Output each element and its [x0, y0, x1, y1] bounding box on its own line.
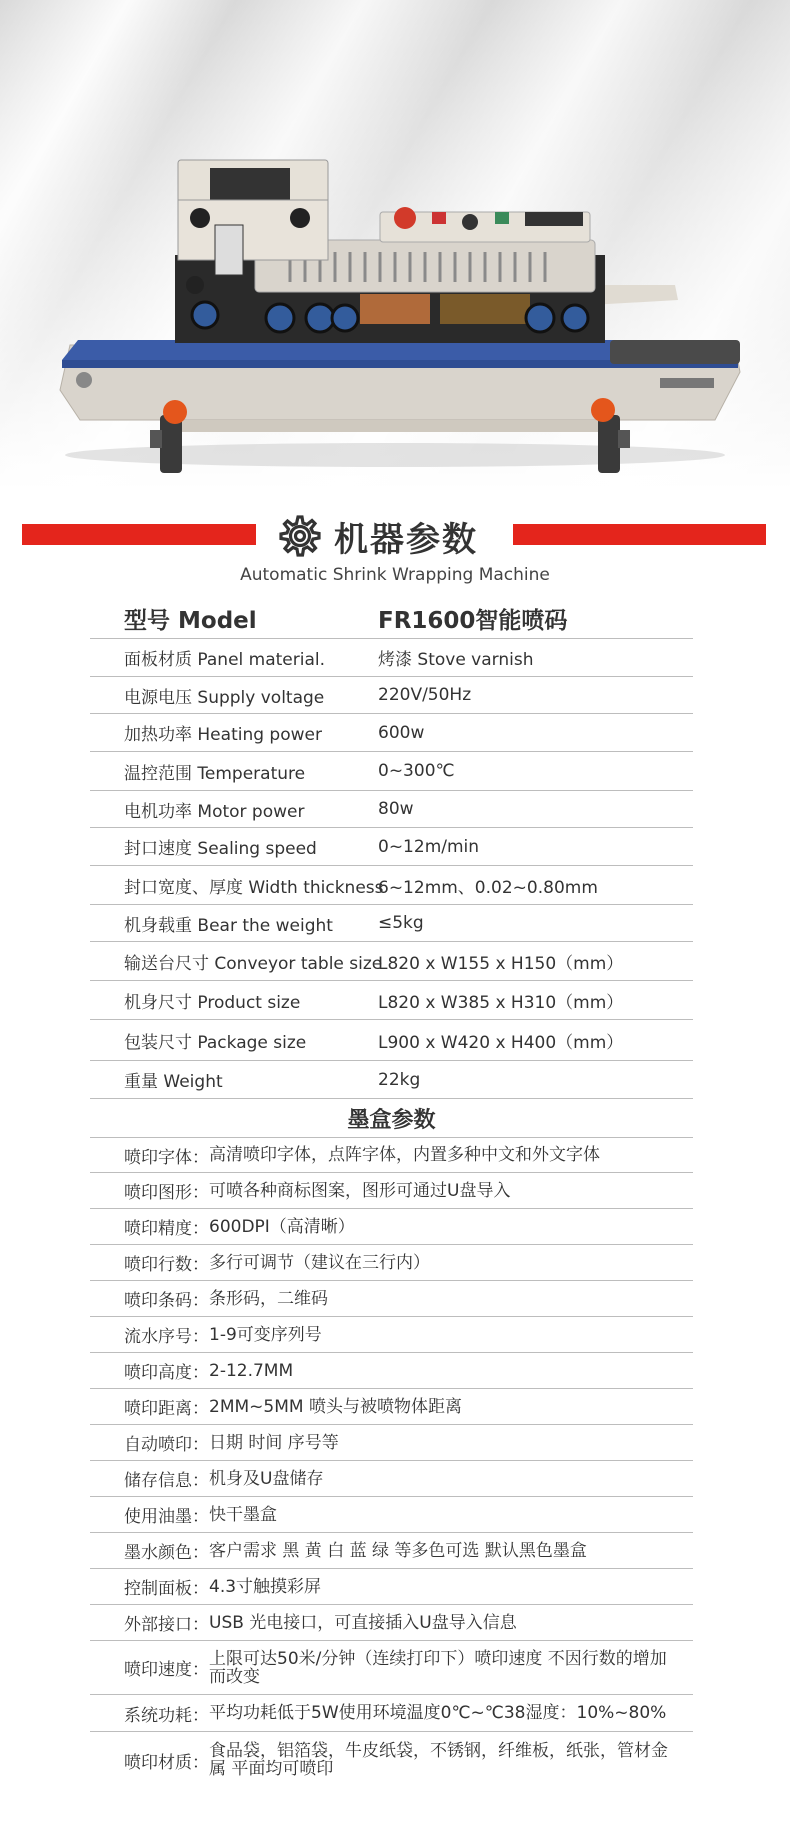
spec-value: 6~12mm、0.02~0.80mm [378, 877, 598, 898]
ink-section-heading: 墨盒参数 [90, 1099, 693, 1138]
spec-key: 机身尺寸 Product size [124, 992, 301, 1013]
ink-key: 喷印距离： [124, 1399, 209, 1419]
list-item [90, 1281, 693, 1317]
spec-value: 220V/50Hz [378, 685, 472, 705]
list-item [90, 1533, 693, 1569]
list-item [90, 1245, 693, 1281]
sealing-machine-illustration [0, 0, 790, 490]
section-subtitle: Automatic Shrink Wrapping Machine [240, 565, 550, 585]
spec-table [90, 598, 693, 1788]
ink-value: 平均功耗低于5W使用环境温度0℃~℃38湿度：10%~80% [209, 1703, 667, 1723]
ink-value: USB 光电接口，可直接插入U盘导入信息 [209, 1612, 517, 1633]
table-row [90, 639, 693, 677]
ink-value: 食品袋，铝箔袋，牛皮纸袋，不锈钢，纤维板，纸张，管材金属 平面均可喷印 [209, 1741, 668, 1779]
spec-value: 80w [378, 799, 414, 819]
list-item [90, 1317, 693, 1353]
spec-value: L820 x W385 x H310（mm） [378, 992, 624, 1013]
list-item [90, 1569, 693, 1605]
ink-key: 喷印速度： [124, 1660, 209, 1680]
ink-key: 自动喷印： [124, 1435, 209, 1455]
ink-value: 上限可达50米/分钟（连续打印下）喷印速度 不因行数的增加而改变 [209, 1648, 667, 1687]
spec-key: 重量 Weight [124, 1072, 223, 1092]
table-row [90, 981, 693, 1020]
list-item [90, 1138, 693, 1173]
spec-key: 电源电压 Supply voltage [124, 687, 325, 708]
spec-key: 电机功率 Motor power [124, 801, 305, 822]
table-header-row [90, 598, 693, 639]
ink-value: 日期 时间 序号等 [209, 1432, 339, 1453]
spec-value: 0~12m/min [378, 836, 480, 857]
list-item [90, 1641, 693, 1695]
ink-value: 4.3寸触摸彩屏 [209, 1576, 322, 1597]
table-row [90, 791, 693, 828]
ink-value: 1-9可变序列号 [209, 1324, 322, 1345]
table-row [90, 942, 693, 981]
product-hero [0, 0, 790, 490]
ink-key: 喷印行数： [124, 1255, 209, 1275]
ink-value: 快干墨盒 [209, 1504, 277, 1525]
ink-key: 墨水颜色： [124, 1543, 209, 1563]
ink-value: 机身及U盘储存 [209, 1468, 324, 1489]
ink-key: 喷印图形： [124, 1183, 209, 1203]
table-row [90, 677, 693, 714]
spec-value: ≤5kg [378, 913, 424, 933]
title-bar-right [513, 524, 766, 545]
ink-value: 高清喷印字体，点阵字体，内置多种中文和外文字体 [209, 1145, 600, 1165]
ink-value: 2-12.7MM [209, 1360, 294, 1381]
table-row [90, 714, 693, 752]
ink-value: 多行可调节（建议在三行内） [209, 1252, 430, 1273]
ink-key: 喷印材质： [124, 1752, 209, 1773]
spec-key: 温控范围 Temperature [124, 763, 306, 784]
table-row [90, 1061, 693, 1099]
list-item [90, 1497, 693, 1533]
list-item [90, 1173, 693, 1209]
spec-key: 面板材质 Panel material. [124, 650, 326, 670]
list-item [90, 1695, 693, 1732]
ink-key: 喷印字体： [124, 1147, 209, 1168]
list-item [90, 1605, 693, 1641]
spec-value: L900 x W420 x H400（mm） [378, 1032, 624, 1053]
spec-value: 22kg [378, 1069, 421, 1090]
title-bar-left [22, 524, 256, 545]
list-item [90, 1209, 693, 1245]
ink-key: 使用油墨： [124, 1507, 209, 1527]
ink-key: 系统功耗： [124, 1705, 209, 1726]
list-item [90, 1389, 693, 1425]
ink-key: 喷印高度： [124, 1363, 209, 1383]
spec-value: 600w [378, 722, 425, 743]
spec-key: 输送台尺寸 Conveyor table size [124, 953, 383, 974]
spec-value: 0~300℃ [378, 761, 455, 781]
gear-icon [270, 508, 326, 564]
ink-value: 可喷各种商标图案，图形可通过U盘导入 [209, 1180, 511, 1201]
ink-value: 条形码，二维码 [209, 1288, 328, 1309]
ink-value: 2MM~5MM 喷头与被喷物体距离 [209, 1396, 462, 1417]
spec-key: 机身载重 Bear the weight [124, 915, 333, 936]
section-heading: 机器参数 [334, 519, 478, 560]
list-item [90, 1353, 693, 1389]
table-row [90, 828, 693, 866]
ink-key: 控制面板： [124, 1579, 209, 1599]
list-item [90, 1461, 693, 1497]
table-row [90, 905, 693, 942]
ink-key: 外部接口： [124, 1615, 209, 1635]
spec-key: 封口速度 Sealing speed [124, 839, 317, 859]
spec-key: 包装尺寸 Package size [124, 1032, 307, 1053]
spec-key: 封口宽度、厚度 Width thickness [124, 877, 384, 898]
spec-value: L820 x W155 x H150（mm） [378, 953, 624, 974]
ink-key: 储存信息： [124, 1471, 209, 1491]
list-item [90, 1732, 693, 1788]
ink-key: 喷印精度： [124, 1219, 209, 1239]
table-row [90, 1020, 693, 1061]
ink-key: 流水序号： [124, 1327, 209, 1347]
ink-value: 600DPI（高清晰） [209, 1216, 355, 1237]
ink-key: 喷印条码： [124, 1291, 209, 1311]
spec-key: 加热功率 Heating power [124, 725, 322, 745]
header-value: FR1600智能喷码 [378, 607, 568, 634]
ink-value: 客户需求 黑 黄 白 蓝 绿 等多色可选 默认黑色墨盒 [209, 1540, 587, 1561]
section-title [270, 508, 510, 564]
header-key: 型号 Model [124, 607, 257, 634]
list-item [90, 1425, 693, 1461]
spec-value: 烤漆 Stove varnish [378, 650, 534, 670]
table-row [90, 752, 693, 791]
table-row [90, 866, 693, 905]
